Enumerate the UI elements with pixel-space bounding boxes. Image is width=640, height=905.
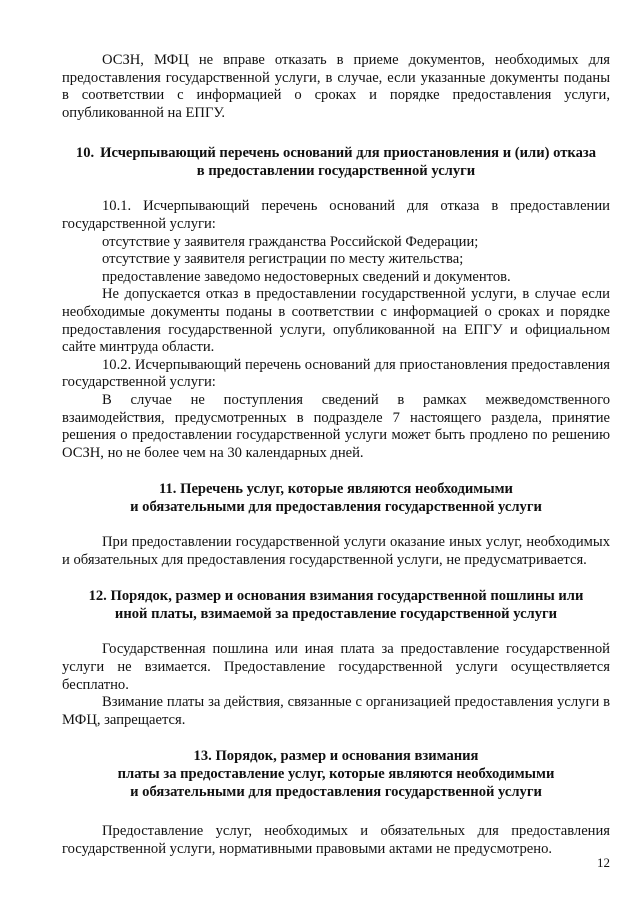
section-10-title-line1: Исчерпывающий перечень оснований для приостановления и (или) отказа (100, 145, 597, 162)
section-11-title-line1: 11. Перечень услуг, которые являются необходимыми (159, 481, 513, 498)
page-number: 12 (597, 855, 610, 870)
section-10-paragraph-3: 10.2. Исчерпывающий перечень оснований для приостановления предоставления государственной услуги: (62, 356, 610, 391)
section-11-paragraph-1: При предоставлении государственной услуги оказание иных услуг, необходимых и обязательных для предоставления государственной услуги, не предусматривается. (62, 534, 610, 568)
section-10-list-item: отсутствие у заявителя гражданства Российской Федерации; (102, 233, 479, 250)
section-10-title-line2: в предоставлении государственной услуги (196, 163, 476, 180)
section-13-title-line3: и обязательными для предоставления государственной услуги (130, 784, 542, 801)
section-10-paragraph-4: В случае не поступления сведений в рамках межведомственного взаимодействия, предусмотренных в подразделе 7 настоящего раздела, принятие решения о предоставлении государственной услуги может быть продлено по решению ОСЗН, но не более чем на 30 календарных дней. (62, 391, 610, 461)
section-12-heading (62, 587, 610, 623)
section-13-paragraph-1: Предоставление услуг, необходимых и обязательных для предоставления государственной услуги, нормативными правовыми актами не предусмотрено. (62, 823, 610, 858)
section-10-paragraph-2: Не допускается отказ в предоставлении государственной услуги, в случае если необходимые документы поданы в соответствии с информацией о сроках и порядке предоставления государственной услуги, опубликованной на ЕПГУ и официальном сайте минтруда области. (62, 286, 610, 356)
intro-paragraph: ОСЗН, МФЦ не вправе отказать в приеме документов, необходимых для предоставления государственной услуги, в случае, если указанные документы поданы в соответствии с информацией о сроках и порядке предоставления услуги, опубликованной на ЕПГУ. (62, 52, 610, 121)
section-12-paragraph-2: Взимание платы за действия, связанные с организацией предоставления услуги в МФЦ, запрещается. (62, 694, 610, 728)
section-12-title-line2: иной платы, взимаемой за предоставление государственной услуги (114, 606, 558, 623)
section-10-heading (62, 144, 610, 180)
section-13-heading (62, 747, 610, 801)
page-content (62, 52, 610, 859)
section-11-heading (62, 480, 610, 516)
section-10-list-item: отсутствие у заявителя регистрации по месту жительства; (102, 251, 464, 268)
section-11-title-line2: и обязательными для предоставления государственной услуги (130, 499, 542, 516)
section-10-number: 10. (75, 145, 95, 162)
section-12-paragraph-1: Государственная пошлина или иная плата за предоставление государственной услуги не взимается. Предоставление государственной услуги осуществляется бесплатно. (62, 641, 610, 693)
section-10-paragraph-1: 10.1. Исчерпывающий перечень оснований для отказа в предоставлении государственной услуги: (62, 198, 610, 232)
section-13-title-line2: платы за предоставление услуг, которые являются необходимыми (117, 766, 555, 783)
section-10-list-item: предоставление заведомо недостоверных сведений и документов. (102, 268, 511, 285)
section-12-title-line1: 12. Порядок, размер и основания взимания государственной пошлины или (88, 588, 584, 605)
section-13-title-line1: 13. Порядок, размер и основания взимания (193, 748, 479, 765)
